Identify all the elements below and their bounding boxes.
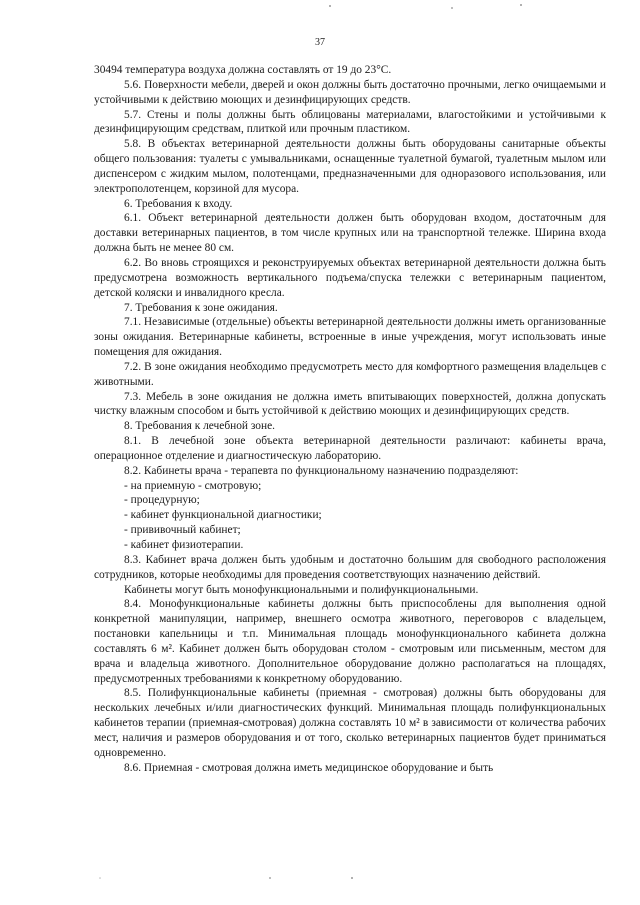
paragraph: - процедурную; xyxy=(124,494,200,507)
paragraph: 8.1. В лечебной зоне объекта ветеринарной деятельности различают: кабинеты врача, операционное отделение и диагностическую лабораторию. xyxy=(94,435,606,462)
paragraph: 6.1. Объект ветеринарной деятельности должен быть оборудован входом, достаточным для доставки ветеринарных пациентов, в том числе крупных или на транспортной тележке. Ширина входа должна быть не менее 80 см. xyxy=(94,212,606,255)
paragraph: 8.2. Кабинеты врача - терапевта по функциональному назначению подразделяют: xyxy=(124,464,519,477)
page-number: 37 xyxy=(315,37,325,48)
paragraph: - прививочный кабинет; xyxy=(124,524,241,537)
paragraph: 7. Требования к зоне ожидания. xyxy=(124,301,278,314)
paragraph: - кабинет функциональной диагностики; xyxy=(124,509,322,522)
paragraph: 5.7. Стены и полы должны быть облицованы материалами, влагостойкими и устойчивыми к дезинфицирующим средствам, плиткой или прочным пластиком. xyxy=(94,108,606,136)
paragraph: 7.3. Мебель в зоне ожидания не должна иметь впитывающих поверхностей, должна допускать чистку влажным способом и быть устойчивой к действию моющих и дезинфицирующих средств. xyxy=(94,390,606,418)
paragraph: 6.2. Во вновь строящихся и реконструируемых объектах ветеринарной деятельности должна быть предусмотрена возможность вертикального подъема/спуска тележки с ветеринарным пациентом, детской коляски и инвалидного кресла. xyxy=(94,256,606,299)
paragraph: 6. Требования к входу. xyxy=(124,197,233,210)
paragraph: 8.6. Приемная - смотровая должна иметь медицинское оборудование и быть xyxy=(124,761,494,774)
paragraph: 30494 температура воздуха должна составлять от 19 до 23°С. xyxy=(94,64,392,76)
paragraph: 8.5. Полифункциональные кабинеты (приемная - смотровая) должны быть оборудованы для нескольких лечебных и/или диагностических функций. Минимальная площадь полифункциональных кабинетов терапии (приемная-смотровая) должна составлять 10 м² в зависимости от количества рабочих мест, наличия и размеров оборудования и от того, сколько ветеринарных пациентов будет приниматься одновременно. xyxy=(94,687,606,759)
paragraph: - на приемную - смотровую; xyxy=(124,479,262,492)
paragraph: 7.2. В зоне ожидания необходимо предусмотреть место для комфортного размещения владельцев с животными. xyxy=(94,360,606,388)
paragraph: 5.6. Поверхности мебели, дверей и окон должны быть достаточно прочными, легко очищаемыми и устойчивыми к действию моющих и дезинфицирующих средств. xyxy=(94,78,606,106)
paragraph: 7.1. Независимые (отдельные) объекты ветеринарной деятельности должны иметь организованные зоны ожидания. Ветеринарные кабинеты, встроенные в иные учреждения, могут использовать иные помещения для ожидания. xyxy=(94,316,606,359)
paragraph: Кабинеты могут быть монофункциональными и полифункциональными. xyxy=(124,583,479,596)
paragraph: - кабинет физиотерапии. xyxy=(124,539,244,551)
paragraph: 5.8. В объектах ветеринарной деятельности должны быть оборудованы санитарные объекты общего пользования: туалеты с умывальниками, оснащенные туалетной бумагой, туалетным мылом или диспенсером с жидким мылом, полотенцами, предназначенными для одноразового использования, или электрополотенцем, корзиной для мусора. xyxy=(94,138,606,195)
paragraph: 8.4. Монофункциональные кабинеты должны быть приспособлены для выполнения одной конкретной манипуляции, например, внешнего осмотра животного, переговоров с владельцем, постановки капельницы и т.п. Минимальная площадь монофункционального кабинета должна составлять 6 м². Кабинет должен быть оборудован столом - смотровым или письменным, местом для врача и владельца животного. Дополнительное оборудование должно располагаться на площадях, предусмотренных требованиями к конкретному оборудованию. xyxy=(94,598,606,685)
paragraph: 8.3. Кабинет врача должен быть удобным и достаточно большим для свободного расположения сотрудников, которые необходимы для проведения соответствующих назначению действий. xyxy=(94,553,606,581)
paragraph: 8. Требования к лечебной зоне. xyxy=(124,420,275,433)
